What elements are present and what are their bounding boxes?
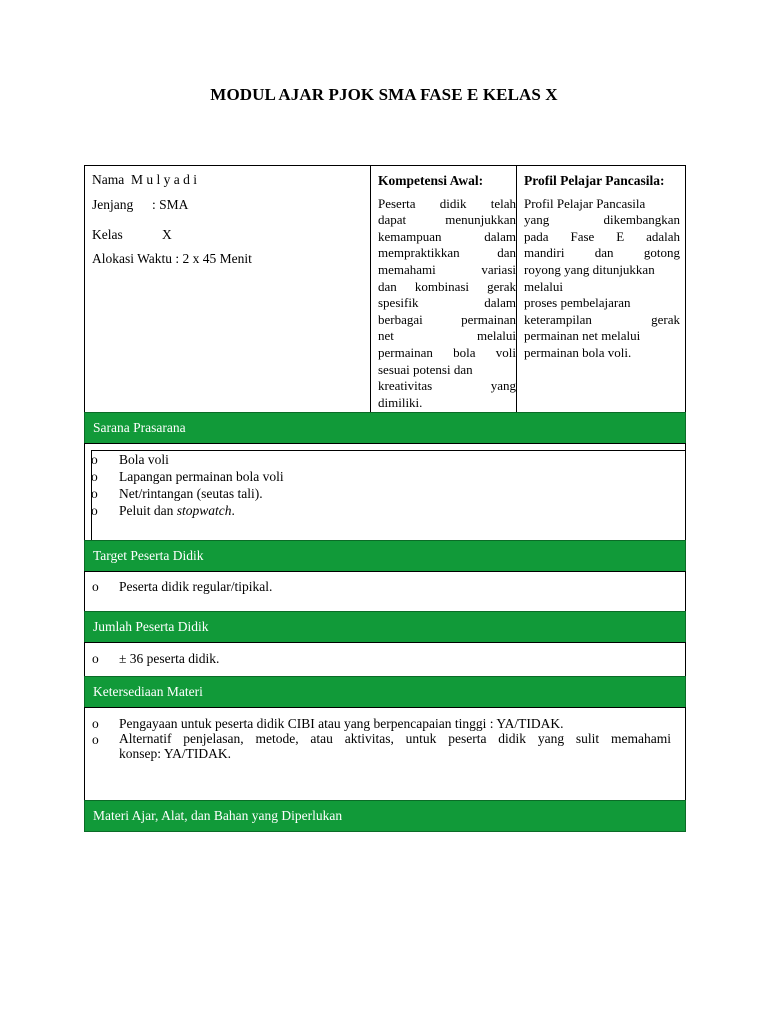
sarana-heading: Sarana Prasarana [93, 420, 186, 435]
kompetensi-line: net melalui [378, 328, 516, 344]
profil-line: Profil Pelajar Pancasila [524, 195, 646, 211]
kompetensi-line: mempraktikkan dan [378, 245, 516, 261]
list-item: o Alternatif penjelasan, metode, atau aktivitas, untuk peserta didik yang sulit memahami konsep: YA/TIDAK. [92, 731, 671, 761]
section-header-target [84, 540, 686, 572]
list-item: o Peserta didik regular/tipikal. [92, 579, 273, 594]
kompetensi-line: permainan bola voli [378, 344, 516, 360]
profil-line: permainan net melalui [524, 328, 641, 344]
ketersediaan-box [84, 707, 686, 801]
profil-line: melalui [524, 278, 563, 294]
kompetensi-line: memahami variasi [378, 261, 516, 277]
profil-line: mandiri dan gotong [524, 245, 680, 261]
bullet-icon: o [91, 486, 98, 501]
jumlah-heading: Jumlah Peserta Didik [93, 619, 209, 634]
nama-label: Nama [92, 172, 125, 187]
kompetensi-line: sesuai potensi dan [378, 361, 473, 377]
identity-column [92, 172, 362, 267]
ketersediaan-heading: Ketersediaan Materi [93, 684, 203, 699]
list-item: o Lapangan permainan bola voli [91, 469, 284, 484]
profil-line: royong yang ditunjukkan [524, 261, 655, 277]
kompetensi-line: dimiliki. [378, 394, 423, 410]
target-box [84, 571, 686, 612]
profil-line: pada Fase E adalah [524, 228, 680, 244]
profil-line: keterampilan gerak [524, 311, 680, 327]
list-item: o Net/rintangan (seutas tali). [91, 486, 263, 501]
nama-value: M u l y a d i [130, 172, 197, 187]
jenjang-label: Jenjang [92, 196, 134, 212]
bullet-icon: o [92, 579, 99, 594]
profil-line: proses pembelajaran [524, 295, 631, 311]
section-header-sarana [84, 412, 686, 444]
profil-column [524, 173, 680, 362]
kompetensi-line: berbagai permainan [378, 311, 516, 327]
alokasi-waktu: Alokasi Waktu : 2 x 45 Menit [92, 250, 252, 266]
bullet-icon: o [91, 452, 98, 467]
profil-line: permainan bola voli. [524, 344, 632, 360]
section-header-ketersediaan [84, 676, 686, 708]
identity-table [84, 165, 686, 413]
jenjang-value: : SMA [152, 196, 189, 212]
kompetensi-line: kemampuan dalam [378, 228, 516, 244]
profil-line: yang dikembangkan [524, 212, 680, 228]
list-item: o Pengayaan untuk peserta didik CIBI atau yang berpencapaian tinggi : YA/TIDAK. [92, 716, 564, 731]
kompetensi-line: Peserta didik telah [378, 195, 516, 211]
kompetensi-line: dapat menunjukkan [378, 212, 516, 228]
materi-heading: Materi Ajar, Alat, dan Bahan yang Diperlukan [93, 808, 343, 823]
kompetensi-line: dan kombinasi gerak [378, 278, 516, 294]
kompetensi-line: kreativitas yang [378, 378, 516, 394]
target-heading: Target Peserta Didik [93, 548, 204, 563]
section-header-materi [84, 800, 686, 832]
bullet-icon: o [91, 503, 98, 518]
kompetensi-column [378, 173, 516, 411]
list-item: o Peluit dan stopwatch. [91, 503, 235, 518]
kelas-value: X [162, 227, 172, 243]
kompetensi-line: spesifik dalam [378, 295, 516, 311]
section-header-jumlah [84, 611, 686, 643]
profil-heading: Profil Pelajar Pancasila: [524, 173, 665, 188]
bullet-icon: o [92, 732, 99, 747]
list-item: o ± 36 peserta didik. [92, 651, 220, 666]
jumlah-box [84, 642, 686, 677]
bullet-icon: o [92, 716, 99, 731]
bullet-icon: o [92, 651, 99, 666]
bullet-icon: o [91, 469, 98, 484]
kelas-label: Kelas [92, 227, 123, 243]
document-title: MODUL AJAR PJOK SMA FASE E KELAS X [210, 85, 558, 104]
sarana-list [91, 451, 671, 531]
list-item: o Bola voli [91, 452, 169, 467]
sarana-box [84, 443, 686, 541]
kompetensi-heading: Kompetensi Awal: [378, 173, 484, 188]
